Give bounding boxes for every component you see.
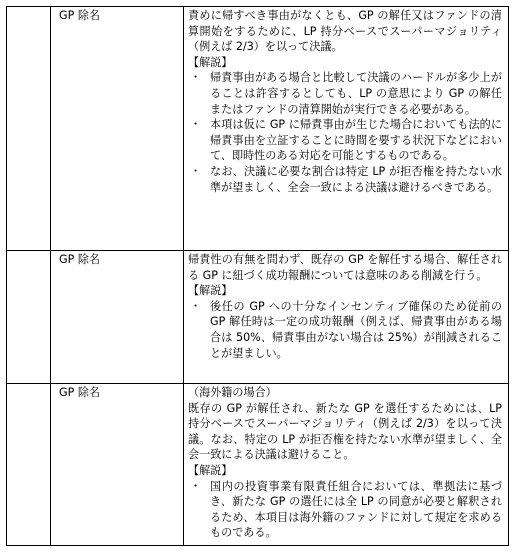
table-row [7, 384, 509, 546]
blank-cell [7, 251, 51, 384]
bullet-glyph: ・ [190, 479, 202, 493]
commentary-heading: 【解説】 [188, 284, 233, 298]
commentary-item [188, 299, 502, 361]
item-name-cell [51, 7, 184, 251]
commentary-list [188, 299, 502, 361]
commentary-heading: 【解説】 [188, 463, 233, 477]
bullet-glyph: ・ [190, 118, 202, 132]
commentary-heading: 【解説】 [188, 55, 233, 69]
description-paragraph: 責めに帰すべき事由がなくとも、GP の解任又はファンドの清算開始をするために、LP 持分ベースでスーパーマジョリティ（例えば 2/3）を以って決議。 [188, 9, 502, 54]
item-name: GP 除名 [59, 9, 101, 22]
commentary-text: 帰責事由がある場合と比較して決議のハードルが多少上がることは許容するとしても、LP の意思により GP の解任またはファンドの清算開始が実行できる必要がある。 [210, 71, 502, 116]
item-name-cell [51, 251, 184, 384]
blank-cell [7, 7, 51, 251]
bullet-glyph: ・ [190, 164, 202, 178]
commentary-item [188, 164, 502, 195]
bullet-glyph: ・ [190, 299, 202, 313]
item-name: GP 除名 [59, 386, 101, 399]
description-cell [184, 251, 509, 384]
commentary-list [188, 479, 502, 541]
table-row [7, 7, 509, 251]
item-name-cell [51, 384, 184, 546]
description-paragraph: 帰責性の有無を問わず、既存の GP を解任する場合、解任される GP に紐づく成功報酬については意味のある削減を行う。 [188, 253, 502, 282]
commentary-text: なお、決議に必要な割合は特定 LP が拒否権を持たない水準が望ましく、全会一致による決議は避けるべきである。 [210, 164, 502, 194]
description-cell [184, 384, 509, 546]
commentary-text: 後任の GP への十分なインセンティブ確保のため従前の GP 解任時は一定の成功報酬（例えば、帰責事由がある場合は 50%、帰責事由がない場合は 25%）が削減されることが望ましい。 [210, 299, 502, 360]
commentary-list [188, 70, 502, 195]
table-row [7, 251, 509, 384]
commentary-text: 本項は仮に GP に帰責事由が生じた場合においても法的に帰責事由を立証することに時間を要する状況下などにおいて、即時性のある対応を可能とするものである。 [210, 118, 502, 163]
item-name: GP 除名 [59, 253, 101, 266]
description-paragraph: 既存の GP が解任され、新たな GP を選任するためには、LP 持分ベースでスーパーマジョリティ（例えば 2/3）を以って決議。なお、特定の LP が拒否権を持たない水準が望ましく、全会一致による決議は避けること。 [188, 401, 502, 462]
jurisdiction-note: （海外籍の場合） [188, 386, 277, 399]
commentary-text: 国内の投資事業有限責任組合においては、準拠法に基づき、新たな GP の選任には全 LP の同意が必要と解釈されるため、本項目は海外籍のファンドに対して規定を求めるものである。 [210, 479, 502, 540]
commentary-item [188, 70, 502, 117]
commentary-item [188, 117, 502, 164]
commentary-item [188, 479, 502, 541]
description-cell [184, 7, 509, 251]
gp-removal-table [6, 6, 509, 546]
bullet-glyph: ・ [190, 71, 202, 85]
blank-cell [7, 384, 51, 546]
